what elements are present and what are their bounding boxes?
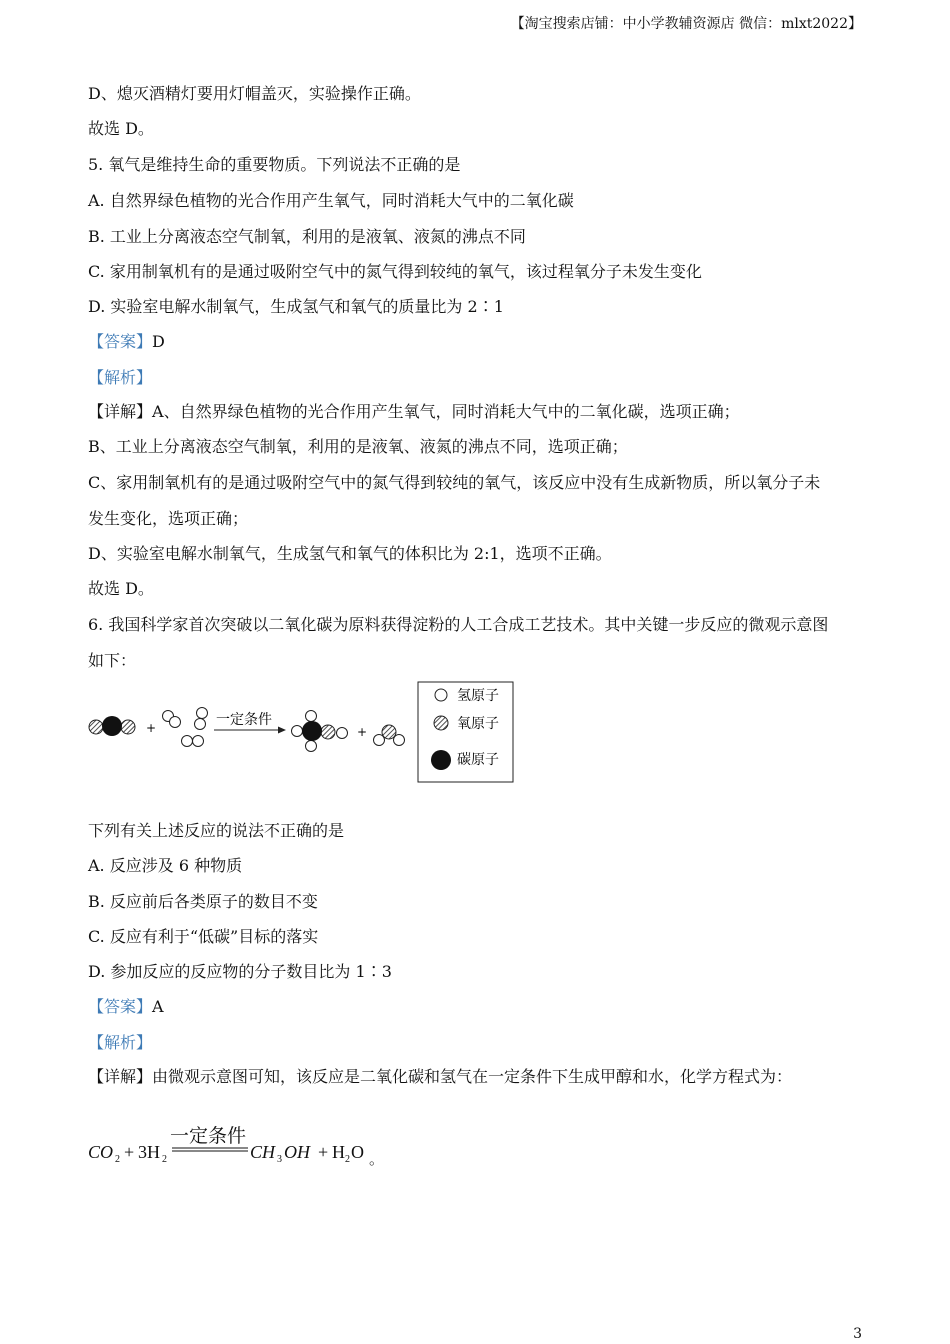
q5-answer (88, 329, 165, 352)
q6-analysis-tag: 【解析】 (88, 1033, 153, 1052)
question-6-stem: 6. 我国科学家首次突破以二氧化碳为原料获得淀粉的人工合成工艺技术。其中关键一步反应的微观示意图 (88, 615, 829, 634)
question-5-stem: 5. 氧气是维持生命的重要物质。下列说法不正确的是 (88, 155, 461, 174)
page-number: 3 (853, 1326, 862, 1342)
detail-text: 由微观示意图可知，该反应是二氧化碳和氢气在一定条件下生成甲醇和水，化学方程式为： (152, 1067, 793, 1086)
micro-reaction-diagram (86, 680, 516, 786)
answer-value: A (152, 997, 164, 1016)
q5-detail-line: C、家用制氧机有的是通过吸附空气中的氮气得到较纯的氧气，该反应中没有生成新物质，所以氧分子未 (88, 473, 821, 492)
q6-option-b: B. 反应前后各类原子的数目不变 (88, 892, 318, 911)
detail-tag: 【详解】 (88, 1067, 153, 1086)
answer-value: D (152, 332, 165, 351)
legend-carbon: 碳原子 (457, 752, 499, 768)
eq-h: H (332, 1142, 345, 1162)
carbon-atom-icon (431, 750, 451, 770)
q5-detail-line: 故选 D。 (88, 579, 154, 598)
oxygen-atom-icon (434, 716, 448, 730)
co2-molecule (89, 716, 135, 736)
eq-plus: + (124, 1142, 135, 1162)
text-line: D、熄灭酒精灯要用灯帽盖灭，实验操作正确。 (88, 84, 421, 103)
reaction-condition: 一定条件 (216, 712, 272, 728)
answer-tag: 【答案】 (88, 332, 153, 351)
detail-text: A、自然界绿色植物的光合作用产生氧气，同时消耗大气中的二氧化碳，选项正确； (152, 402, 740, 421)
q6-answer (88, 994, 164, 1017)
page-header: 【淘宝搜索店铺：中小学教辅资源店 微信：mlxt2022】 (510, 16, 862, 32)
legend-oxygen: 氧原子 (457, 716, 499, 732)
eq-sub: 2 (345, 1154, 350, 1165)
question-6-stem-cont: 如下： (88, 651, 137, 670)
h2o-molecule (374, 725, 405, 746)
q5-option-b: B. 工业上分离液态空气制氧，利用的是液氧、液氮的沸点不同 (88, 227, 526, 246)
eq-ch: CH (250, 1142, 276, 1162)
h2-molecules (163, 708, 208, 747)
plus-sign: + (357, 725, 368, 739)
q6-option-a: A. 反应涉及 6 种物质 (88, 856, 243, 875)
legend-hydrogen: 氢原子 (457, 688, 499, 704)
q5-option-a: A. 自然界绿色植物的光合作用产生氧气，同时消耗大气中的二氧化碳 (88, 191, 574, 210)
eq-3h: 3H (138, 1142, 160, 1162)
answer-tag: 【答案】 (88, 997, 153, 1016)
hydrogen-atom-icon (435, 689, 447, 701)
eq-co: CO (88, 1142, 114, 1162)
q5-detail-line (88, 399, 740, 422)
q5-detail-line: D、实验室电解水制氧气，生成氢气和氧气的体积比为 2:1，选项不正确。 (88, 544, 612, 563)
ch3oh-molecule (292, 711, 348, 752)
q6-question: 下列有关上述反应的说法不正确的是 (88, 821, 345, 840)
q6-detail-line (88, 1064, 792, 1087)
q6-option-c: C. 反应有利于“低碳”目标的落实 (88, 927, 319, 946)
eq-sub: 2 (115, 1154, 120, 1165)
q6-option-d: D. 参加反应的反应物的分子数目比为 1∶3 (88, 962, 392, 981)
eq-sub: 2 (162, 1154, 167, 1165)
eq-period: 。 (369, 1150, 385, 1168)
eq-plus: + (318, 1142, 329, 1162)
text-line: 故选 D。 (88, 119, 154, 138)
eq-condition: 一定条件 (170, 1125, 247, 1147)
eq-sub: 3 (277, 1154, 282, 1165)
eq-oh: OH (284, 1142, 310, 1162)
detail-tag: 【详解】 (88, 402, 153, 421)
arrow-head (278, 727, 286, 734)
q5-analysis-tag: 【解析】 (88, 368, 153, 387)
eq-o: O (351, 1142, 364, 1162)
q5-detail-line: 发生变化，选项正确； (88, 509, 249, 528)
plus-sign: + (146, 721, 157, 735)
q5-detail-line: B、工业上分离液态空气制氧，利用的是液氧、液氮的沸点不同，选项正确； (88, 437, 628, 456)
chemical-equation (86, 1118, 396, 1170)
q5-option-d: D. 实验室电解水制氧气，生成氢气和氧气的质量比为 2∶1 (88, 297, 504, 316)
q5-option-c: C. 家用制氧机有的是通过吸附空气中的氮气得到较纯的氧气，该过程氧分子未发生变化 (88, 262, 702, 281)
